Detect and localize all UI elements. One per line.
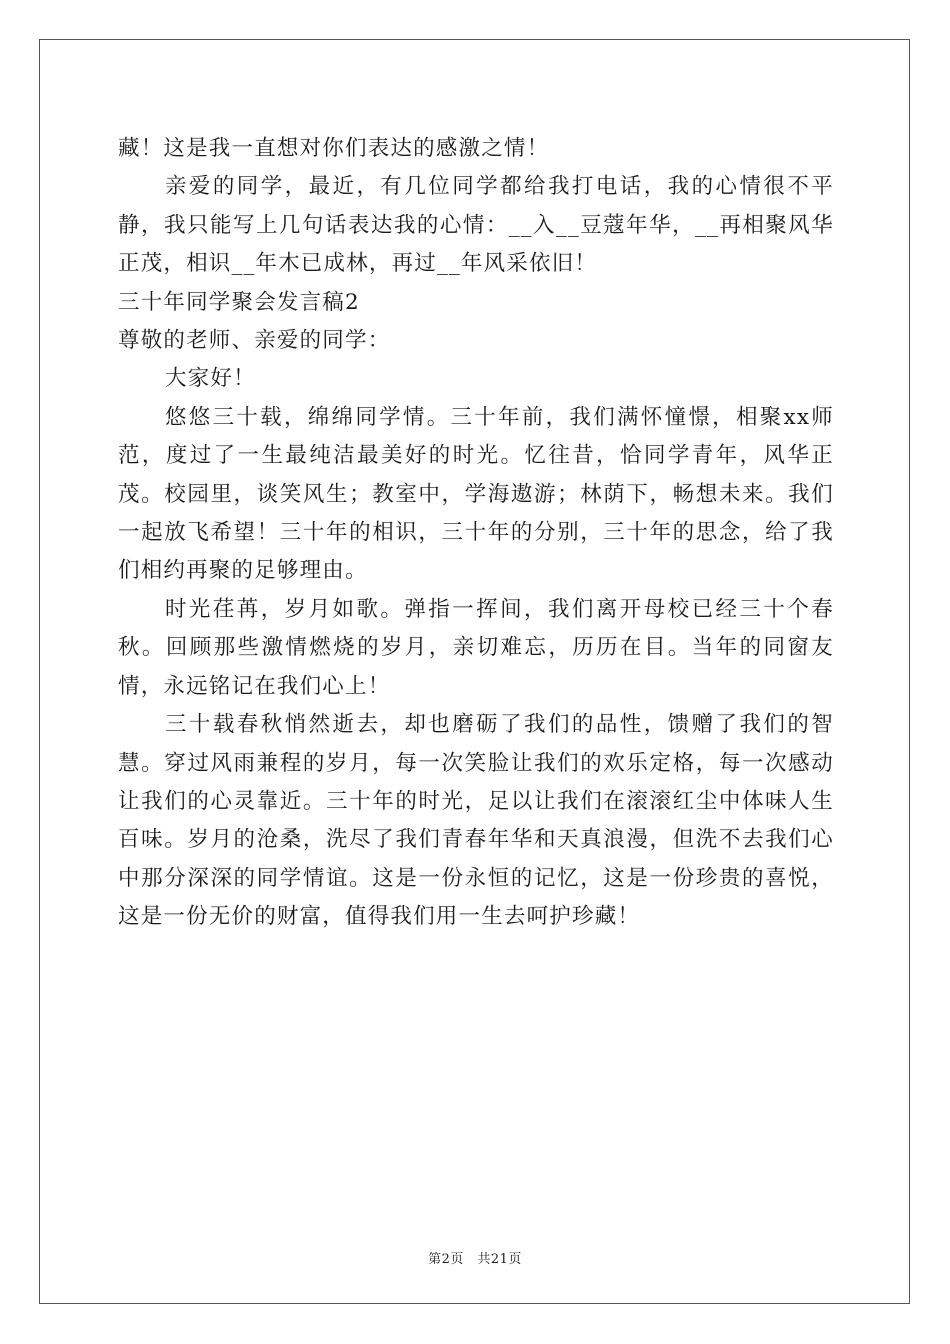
- paragraph-7: 时光荏苒，岁月如歌。弹指一挥间，我们离开母校已经三十个春秋。回顾那些激情燃烧的岁月，亲切难忘，历历在目。当年的同窗友情，永远铭记在我们心上！: [118, 596, 834, 699]
- paragraph-1: 藏！这是我一直想对你们表达的感激之情！: [118, 136, 550, 161]
- paragraph-6: 悠悠三十载，绵绵同学情。三十年前，我们满怀憧憬，相聚xx师范，度过了一生最纯洁最美好的时光。忆往昔，恰同学青年，风华正茂。校园里，谈笑风生；教室中，学海遨游；林荫下，畅想未来。我们一起放飞希望！三十年的相识，三十年的分别，三十年的思念，给了我们相约再聚的足够理由。: [118, 404, 834, 584]
- paragraph-8: 三十载春秋悄然逝去，却也磨砺了我们的品性，馈赠了我们的智慧。穿过风雨兼程的岁月，每一次笑脸让我们的欢乐定格，每一次感动让我们的心灵靠近。三十年的时光，足以让我们在滚滚红尘中体味人生百味。岁月的沧桑，洗尽了我们青春年华和天真浪漫，但洗不去我们心中那分深深的同学情谊。这是一份永恒的记忆，这是一份珍贵的喜悦，这是一份无价的财富，值得我们用一生去呵护珍藏！: [118, 712, 834, 930]
- section-heading: 三十年同学聚会发言稿2: [118, 289, 360, 315]
- paragraph-2: 亲爱的同学，最近，有几位同学都给我打电话，我的心情很不平静，我只能写上几句话表达我的心情：__入__豆蔻年华，__再相聚风华正茂，相识__年木已成林，再过__年风采依旧！: [118, 174, 834, 277]
- page-number-footer: 第2页 共21页: [428, 1252, 522, 1267]
- document-body: [118, 130, 834, 937]
- greeting: 大家好！: [165, 366, 256, 392]
- salutation: 尊敬的老师、亲爱的同学：: [118, 328, 391, 354]
